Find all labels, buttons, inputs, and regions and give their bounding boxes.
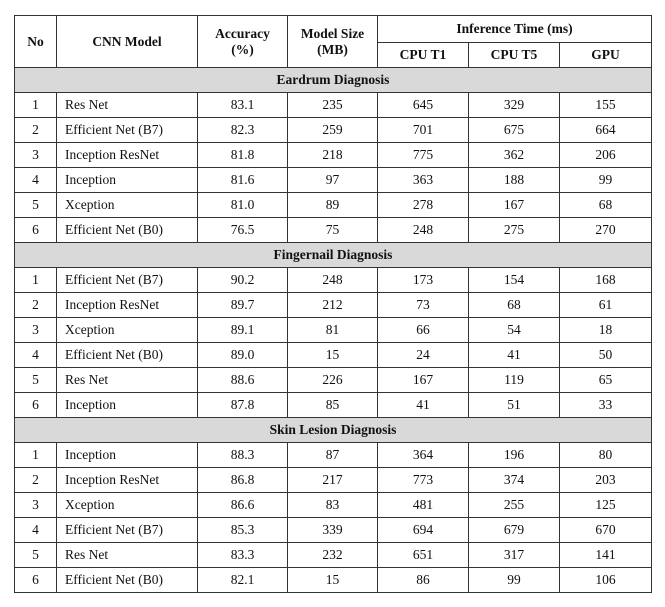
section-header-row [15,418,652,443]
header-gpu: GPU [560,43,652,68]
cell-model: Efficient Net (B7) [57,518,198,543]
cell-no: 6 [15,393,57,418]
cell-size: 218 [288,143,378,168]
cell-cpu-t1: 364 [378,443,469,468]
section-title: Eardrum Diagnosis [15,68,652,93]
header-cnn-model: CNN Model [57,16,198,68]
cell-accuracy: 81.0 [198,193,288,218]
cell-model: Efficient Net (B7) [57,118,198,143]
cell-no: 3 [15,493,57,518]
section-header-row [15,243,652,268]
cell-cpu-t5: 275 [469,218,560,243]
table-row [15,93,652,118]
table-body [15,68,652,593]
cell-gpu: 65 [560,368,652,393]
cell-no: 5 [15,543,57,568]
cell-accuracy: 83.3 [198,543,288,568]
cell-cpu-t1: 701 [378,118,469,143]
table-row [15,143,652,168]
cell-cpu-t5: 362 [469,143,560,168]
table-row [15,543,652,568]
cell-cpu-t5: 54 [469,318,560,343]
header-model-size-label: Model Size [300,25,365,41]
cell-gpu: 80 [560,443,652,468]
cell-accuracy: 87.8 [198,393,288,418]
cell-model: Inception ResNet [57,143,198,168]
cell-accuracy: 86.6 [198,493,288,518]
cell-accuracy: 86.8 [198,468,288,493]
table-row [15,443,652,468]
cell-cpu-t1: 773 [378,468,469,493]
cell-model: Xception [57,493,198,518]
cell-accuracy: 76.5 [198,218,288,243]
table-row [15,218,652,243]
cell-no: 2 [15,118,57,143]
cell-model: Inception [57,443,198,468]
cell-size: 97 [288,168,378,193]
cell-model: Inception ResNet [57,293,198,318]
cell-cpu-t5: 196 [469,443,560,468]
table-row [15,293,652,318]
cell-model: Efficient Net (B0) [57,343,198,368]
cell-no: 1 [15,443,57,468]
cell-accuracy: 89.1 [198,318,288,343]
cell-size: 339 [288,518,378,543]
cell-no: 5 [15,368,57,393]
cell-size: 232 [288,543,378,568]
cell-size: 85 [288,393,378,418]
cell-no: 1 [15,93,57,118]
cell-accuracy: 89.7 [198,293,288,318]
cell-cpu-t5: 675 [469,118,560,143]
table-row [15,118,652,143]
cell-size: 15 [288,568,378,593]
header-cpu-t5: CPU T5 [469,43,560,68]
cell-gpu: 68 [560,193,652,218]
cell-accuracy: 90.2 [198,268,288,293]
cell-cpu-t5: 255 [469,493,560,518]
cell-cpu-t1: 278 [378,193,469,218]
cell-model: Res Net [57,543,198,568]
cell-cpu-t5: 51 [469,393,560,418]
table-row [15,318,652,343]
cell-gpu: 18 [560,318,652,343]
table-row [15,493,652,518]
cell-gpu: 106 [560,568,652,593]
cell-no: 3 [15,318,57,343]
cell-gpu: 206 [560,143,652,168]
cell-gpu: 50 [560,343,652,368]
table-row [15,568,652,593]
cell-accuracy: 85.3 [198,518,288,543]
cell-gpu: 270 [560,218,652,243]
cell-no: 3 [15,143,57,168]
cell-size: 259 [288,118,378,143]
cell-cpu-t5: 167 [469,193,560,218]
cell-model: Efficient Net (B7) [57,268,198,293]
cell-size: 87 [288,443,378,468]
cell-cpu-t5: 119 [469,368,560,393]
cell-cpu-t1: 645 [378,93,469,118]
cell-gpu: 203 [560,468,652,493]
cell-cpu-t1: 41 [378,393,469,418]
cell-size: 212 [288,293,378,318]
cell-model: Inception ResNet [57,468,198,493]
cell-cpu-t1: 173 [378,268,469,293]
cell-gpu: 125 [560,493,652,518]
cell-gpu: 99 [560,168,652,193]
cell-model: Efficient Net (B0) [57,218,198,243]
table-row [15,168,652,193]
cell-no: 4 [15,168,57,193]
cell-no: 2 [15,293,57,318]
table-header [15,16,652,68]
header-inference-time: Inference Time (ms) [378,16,652,43]
table-row [15,193,652,218]
cell-model: Xception [57,193,198,218]
cell-cpu-t5: 154 [469,268,560,293]
header-accuracy [198,16,288,68]
cell-cpu-t1: 775 [378,143,469,168]
table-row [15,268,652,293]
cell-accuracy: 82.3 [198,118,288,143]
cell-size: 83 [288,493,378,518]
section-title: Skin Lesion Diagnosis [15,418,652,443]
table-row [15,518,652,543]
cell-size: 235 [288,93,378,118]
cell-cpu-t5: 329 [469,93,560,118]
cell-no: 6 [15,218,57,243]
cell-no: 1 [15,268,57,293]
cell-gpu: 33 [560,393,652,418]
cell-gpu: 155 [560,93,652,118]
cell-cpu-t1: 24 [378,343,469,368]
cell-no: 6 [15,568,57,593]
cell-cpu-t1: 651 [378,543,469,568]
cell-model: Res Net [57,368,198,393]
cell-cpu-t1: 66 [378,318,469,343]
header-cpu-t1: CPU T1 [378,43,469,68]
cell-model: Inception [57,168,198,193]
cell-gpu: 61 [560,293,652,318]
cell-size: 248 [288,268,378,293]
cell-size: 15 [288,343,378,368]
cell-size: 226 [288,368,378,393]
table-row [15,468,652,493]
header-row [15,16,652,43]
cell-cpu-t5: 188 [469,168,560,193]
table-container [14,15,652,593]
table-row [15,393,652,418]
cell-size: 81 [288,318,378,343]
cell-no: 2 [15,468,57,493]
cell-cpu-t1: 363 [378,168,469,193]
table-row [15,368,652,393]
cell-cpu-t5: 317 [469,543,560,568]
cell-gpu: 664 [560,118,652,143]
cell-accuracy: 89.0 [198,343,288,368]
table-row [15,343,652,368]
cell-model: Xception [57,318,198,343]
cell-accuracy: 88.6 [198,368,288,393]
header-model-size [288,16,378,68]
cell-size: 89 [288,193,378,218]
cell-gpu: 168 [560,268,652,293]
cell-cpu-t1: 73 [378,293,469,318]
header-accuracy-label: Accuracy [215,25,270,41]
cell-cpu-t5: 679 [469,518,560,543]
cell-cpu-t5: 374 [469,468,560,493]
header-no: No [15,16,57,68]
cell-cpu-t1: 167 [378,368,469,393]
cell-accuracy: 81.6 [198,168,288,193]
cell-size: 217 [288,468,378,493]
cell-gpu: 670 [560,518,652,543]
cell-cpu-t5: 41 [469,343,560,368]
cell-cpu-t1: 248 [378,218,469,243]
cell-cpu-t1: 86 [378,568,469,593]
header-model-size-unit: (MB) [317,41,348,57]
cell-cpu-t1: 694 [378,518,469,543]
cell-model: Inception [57,393,198,418]
cell-accuracy: 82.1 [198,568,288,593]
cell-no: 4 [15,518,57,543]
cell-no: 5 [15,193,57,218]
cell-size: 75 [288,218,378,243]
cell-model: Res Net [57,93,198,118]
cnn-comparison-table [14,15,652,593]
cell-gpu: 141 [560,543,652,568]
cell-model: Efficient Net (B0) [57,568,198,593]
cell-cpu-t5: 68 [469,293,560,318]
header-accuracy-unit: (%) [231,41,254,57]
section-title: Fingernail Diagnosis [15,243,652,268]
cell-no: 4 [15,343,57,368]
cell-accuracy: 88.3 [198,443,288,468]
cell-cpu-t1: 481 [378,493,469,518]
cell-cpu-t5: 99 [469,568,560,593]
cell-accuracy: 83.1 [198,93,288,118]
section-header-row [15,68,652,93]
cell-accuracy: 81.8 [198,143,288,168]
